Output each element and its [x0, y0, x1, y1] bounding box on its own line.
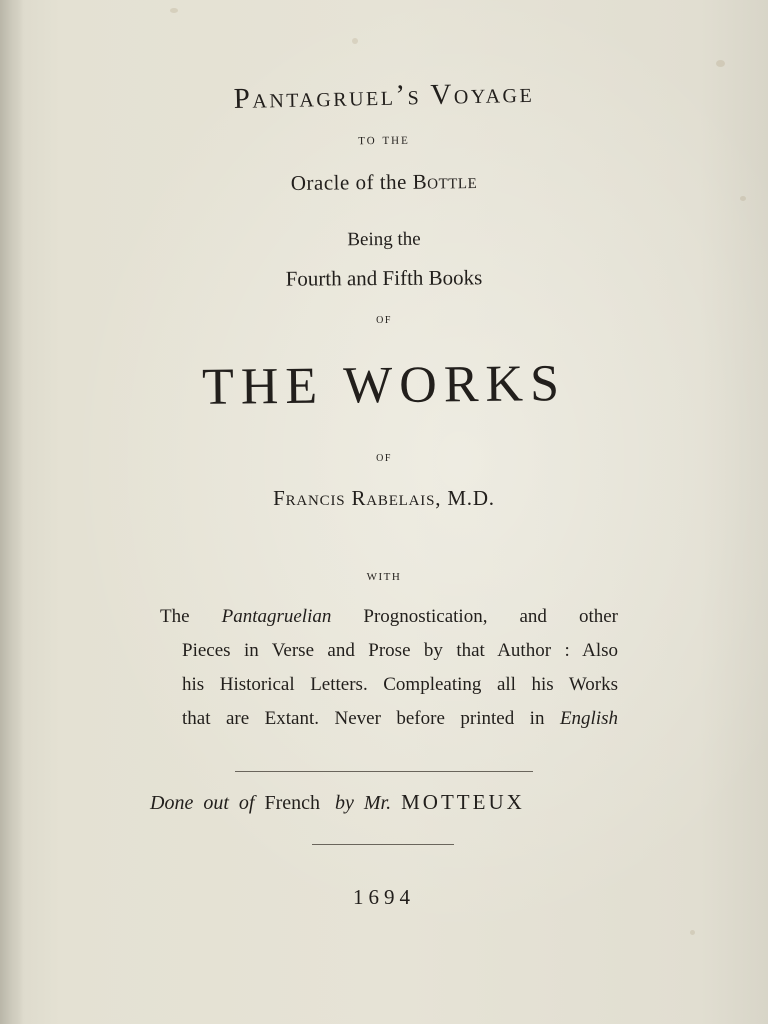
- paragraph-line-4: [160, 702, 618, 736]
- contents-paragraph: [160, 600, 618, 736]
- paragraph-line-3: his Historical Letters. Compleating all his Works: [182, 674, 618, 695]
- author-name: Francis Rabelais: [273, 486, 436, 510]
- title-line-to-the: to the: [358, 131, 410, 149]
- paragraph-text: that are Extant. Never before printed in: [182, 708, 560, 729]
- of-word: of: [238, 792, 255, 814]
- title-line-books: Fourth and Fifth Books: [285, 265, 483, 291]
- title-line-oracle: [0, 166, 768, 199]
- paragraph-line-2: Pieces in Verse and Prose by that Author : Also: [182, 640, 618, 661]
- oracle-text: Oracle of the: [290, 169, 413, 195]
- bottle-text: Bottle: [412, 169, 478, 194]
- paragraph-line-1: [160, 600, 618, 634]
- divider-rule-2: [312, 844, 454, 845]
- by-word: by: [335, 792, 354, 814]
- done-word: Done: [150, 792, 194, 814]
- mr-word: Mr.: [363, 792, 392, 814]
- translator-name: MOTTEUX: [401, 790, 525, 814]
- paragraph-text: Prognostication, and other: [331, 606, 618, 627]
- author-suffix: , M.D.: [435, 486, 495, 510]
- book-title-text: Pantagruel’s Voyage: [233, 76, 535, 116]
- with-line: with: [366, 568, 402, 584]
- divider-rule-1: [235, 771, 533, 772]
- english-italic: English: [559, 708, 618, 729]
- title-line-of-2: of: [376, 450, 392, 465]
- pantagruelian-italic: Pantagruelian: [221, 606, 332, 627]
- the-works-heading: THE WORKS: [201, 355, 567, 416]
- translator-line: [150, 790, 630, 815]
- title-line-being-the: Being the: [347, 228, 421, 251]
- out-word: out: [203, 792, 229, 814]
- french-word: French: [264, 792, 320, 814]
- book-title: [0, 72, 768, 121]
- publication-year: 1694: [353, 885, 415, 909]
- title-line-of: of: [376, 312, 392, 327]
- paragraph-text: The: [160, 606, 222, 627]
- author-line: [0, 486, 768, 511]
